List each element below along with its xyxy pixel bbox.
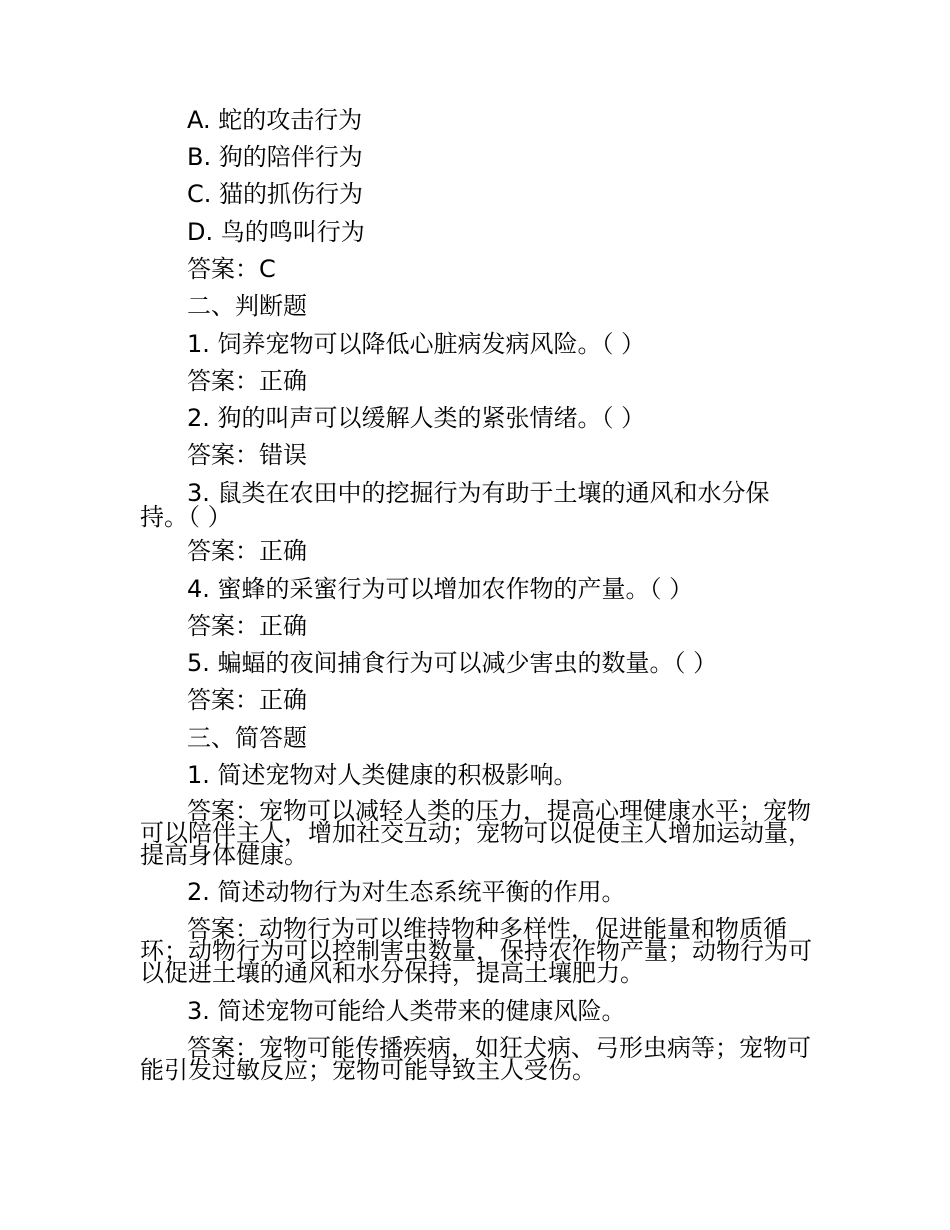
multiple-choice-answer: 答案：C bbox=[187, 255, 276, 283]
option-c: C. 猫的抓伤行为 bbox=[187, 180, 364, 208]
true-false-answer-5: 答案：正确 bbox=[187, 686, 307, 714]
true-false-question-1: 1. 饲养宠物可以降低心脏病发病风险。（ ） bbox=[187, 330, 646, 358]
short-answer-answer-1: 答案：宠物可以减轻人类的压力，提高心理健康水平；宠物可以陪伴主人，增加社交互动；宠物可以促使主人增加运动量，提高身体健康。 bbox=[140, 797, 812, 869]
true-false-question-4: 4. 蜜蜂的采蜜行为可以增加农作物的产量。（ ） bbox=[187, 575, 694, 603]
true-false-answer-3: 答案：正确 bbox=[187, 537, 307, 565]
section-heading-short-answer: 三、简答题 bbox=[187, 724, 307, 752]
section-heading-true-false: 二、判断题 bbox=[187, 292, 307, 320]
short-answer-answer-3: 答案：宠物可能传播疾病，如狂犬病、弓形虫病等；宠物可能引发过敏反应；宠物可能导致主人受伤。 bbox=[140, 1034, 811, 1084]
true-false-question-5: 5. 蝙蝠的夜间捕食行为可以减少害虫的数量。（ ） bbox=[187, 649, 718, 677]
true-false-answer-2: 答案：错误 bbox=[187, 441, 307, 469]
short-answer-answer-2: 答案：动物行为可以维持物种多样性，促进能量和物质循环；动物行为可以控制害虫数量，保持农作物产量；动物行为可以促进土壤的通风和水分保持，提高土壤肥力。 bbox=[140, 915, 812, 987]
short-answer-question-2: 2. 简述动物行为对生态系统平衡的作用。 bbox=[187, 878, 626, 906]
option-d: D. 鸟的鸣叫行为 bbox=[187, 218, 365, 246]
true-false-question-2: 2. 狗的叫声可以缓解人类的紧张情绪。（ ） bbox=[187, 404, 646, 432]
short-answer-question-3: 3. 简述宠物可能给人类带来的健康风险。 bbox=[187, 997, 626, 1025]
true-false-answer-4: 答案：正确 bbox=[187, 612, 307, 640]
true-false-answer-1: 答案：正确 bbox=[187, 367, 307, 395]
option-b: B. 狗的陪伴行为 bbox=[187, 143, 363, 171]
true-false-question-3: 3. 鼠类在农田中的挖掘行为有助于土壤的通风和水分保持。（ ） bbox=[140, 479, 770, 531]
option-a: A. 蛇的攻击行为 bbox=[187, 106, 363, 134]
short-answer-question-1: 1. 简述宠物对人类健康的积极影响。 bbox=[187, 761, 578, 789]
